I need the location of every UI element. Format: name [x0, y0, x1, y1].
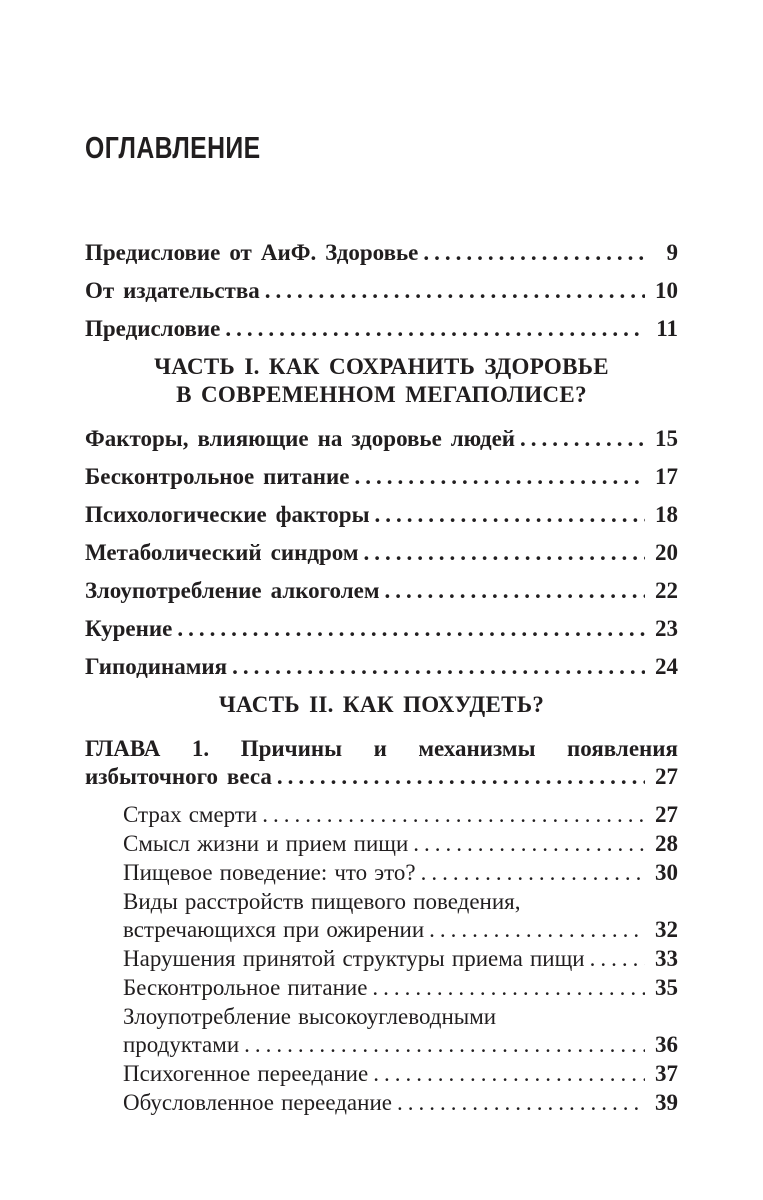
page-number: 27	[655, 802, 678, 827]
page-number: 30	[655, 860, 678, 885]
toc-entry-row	[123, 830, 678, 858]
dot-leader	[375, 501, 645, 529]
toc-entry	[85, 539, 678, 567]
toc-entry-row	[85, 577, 678, 605]
toc-entry-row	[85, 239, 678, 267]
page-number: 10	[655, 278, 678, 303]
toc-entry	[85, 945, 678, 973]
toc-entry-title: Курение	[85, 616, 173, 641]
page-number: 36	[655, 1032, 678, 1057]
toc-entry-row	[123, 801, 678, 829]
page-number: 22	[655, 578, 678, 603]
toc-entry-row	[85, 539, 678, 567]
toc-entry-title: встречающихся при ожирении	[123, 917, 425, 942]
toc-entry-title: Нарушения принятой структуры приема пищи	[123, 946, 585, 971]
page-number: 37	[655, 1061, 678, 1086]
page-number: 11	[656, 316, 678, 341]
toc-entry-row	[85, 315, 678, 343]
dot-leader	[277, 763, 645, 791]
part-heading-line: ЧАСТЬ II. КАК ПОХУДЕТЬ?	[218, 692, 545, 717]
toc-entry-row	[85, 763, 678, 791]
part-heading-line: ЧАСТЬ I. КАК СОХРАНИТЬ ЗДОРОВЬЕ	[154, 354, 609, 379]
part-heading	[85, 353, 678, 409]
toc-entry-row	[123, 916, 678, 944]
toc-entry	[85, 425, 678, 453]
dot-leader	[373, 1060, 645, 1088]
dot-leader	[423, 239, 645, 267]
page-number: 39	[655, 1090, 678, 1115]
dot-leader	[177, 615, 645, 643]
page-number: 23	[655, 616, 678, 641]
toc-entry-text-line: Виды расстройств пищевого поведения,	[123, 889, 521, 914]
toc-entry-title: Предисловие от АиФ. Здоровье	[85, 240, 419, 265]
dot-leader	[385, 577, 645, 605]
toc-entry-title: Факторы, влияющие на здоровье людей	[85, 426, 516, 451]
toc-entry-row	[85, 425, 678, 453]
toc-entry-row	[85, 277, 678, 305]
toc-entry-title: Метаболический синдром	[85, 540, 359, 565]
toc-entry-row	[85, 615, 678, 643]
page-number: 9	[666, 240, 678, 265]
toc-entry	[85, 830, 678, 858]
toc-entry-title: Бесконтрольное питание	[123, 975, 368, 1000]
toc-entry	[85, 239, 678, 267]
toc-entry-text-line: Злоупотребление высокоуглеводными	[123, 1004, 497, 1029]
toc-entry	[85, 1003, 678, 1059]
toc-entry	[85, 859, 678, 887]
dot-leader	[364, 539, 645, 567]
page-number: 32	[655, 917, 678, 942]
toc-entry-title: Пищевое поведение: что это?	[123, 860, 416, 885]
toc-entry-row	[123, 1031, 678, 1059]
toc-entry-title: Бесконтрольное питание	[85, 464, 350, 489]
toc-entry	[85, 577, 678, 605]
toc-entry-row	[123, 974, 678, 1002]
toc-entry-title: Предисловие	[85, 316, 221, 341]
page-number: 24	[655, 654, 678, 679]
toc-entry-title: Гиподинамия	[85, 654, 228, 679]
dot-leader	[262, 801, 645, 829]
toc-entry	[85, 1089, 678, 1117]
page-number: 17	[655, 464, 678, 489]
toc-entry	[85, 653, 678, 681]
toc-entry	[85, 888, 678, 944]
toc-entry	[85, 463, 678, 491]
dot-leader	[232, 653, 645, 681]
toc-entry-title: избыточного веса	[85, 764, 272, 789]
toc-entry-row	[85, 653, 678, 681]
toc-entry-title: Страх смерти	[123, 802, 258, 827]
dot-leader	[429, 916, 645, 944]
toc-entry-title: Обусловленное переедание	[123, 1090, 392, 1115]
toc-entry-row	[123, 1089, 678, 1117]
toc-entry	[85, 277, 678, 305]
toc-entry-title: Психогенное переедание	[123, 1061, 369, 1086]
toc-entry-row	[123, 945, 678, 973]
toc-entry-row	[123, 1060, 678, 1088]
toc-entry-row	[123, 859, 678, 887]
part-heading	[85, 691, 678, 719]
toc-entry	[85, 735, 678, 791]
toc-entry-text-line: ГЛАВА 1. Причины и механизмы появления	[85, 736, 678, 761]
dot-leader	[413, 830, 645, 858]
dot-leader	[354, 463, 645, 491]
page-number: 18	[655, 502, 678, 527]
page-number: 35	[655, 975, 678, 1000]
toc-entry-title: Психологические факторы	[85, 502, 370, 527]
dot-leader	[265, 277, 645, 305]
toc-entry-title: От издательства	[85, 278, 260, 303]
toc-entry	[85, 615, 678, 643]
page-number: 28	[655, 831, 678, 856]
toc-entry	[85, 801, 678, 829]
part-heading-line: В СОВРЕМЕННОМ МЕГАПОЛИСЕ?	[176, 382, 587, 407]
toc-entry	[85, 501, 678, 529]
toc-entry	[85, 1060, 678, 1088]
toc-entry-title: Злоупотребление алкоголем	[85, 578, 380, 603]
dot-leader	[244, 1031, 645, 1059]
toc-entry-title: Смысл жизни и прием пищи	[123, 831, 409, 856]
page-number: 20	[655, 540, 678, 565]
page-number: 33	[655, 946, 678, 971]
dot-leader	[397, 1089, 645, 1117]
dot-leader	[520, 425, 645, 453]
toc-entry-row	[85, 501, 678, 529]
dot-leader	[225, 315, 645, 343]
dot-leader	[421, 859, 645, 887]
dot-leader	[372, 974, 645, 1002]
page-number: 27	[655, 764, 678, 789]
page-number: 15	[655, 426, 678, 451]
toc-entry	[85, 974, 678, 1002]
toc-entry-title: продуктами	[123, 1032, 240, 1057]
toc-list	[85, 239, 678, 1117]
toc-entry	[85, 315, 678, 343]
toc-entry-row	[85, 463, 678, 491]
dot-leader	[590, 945, 645, 973]
page-title: ОГЛАВЛЕНИЕ	[85, 130, 261, 165]
